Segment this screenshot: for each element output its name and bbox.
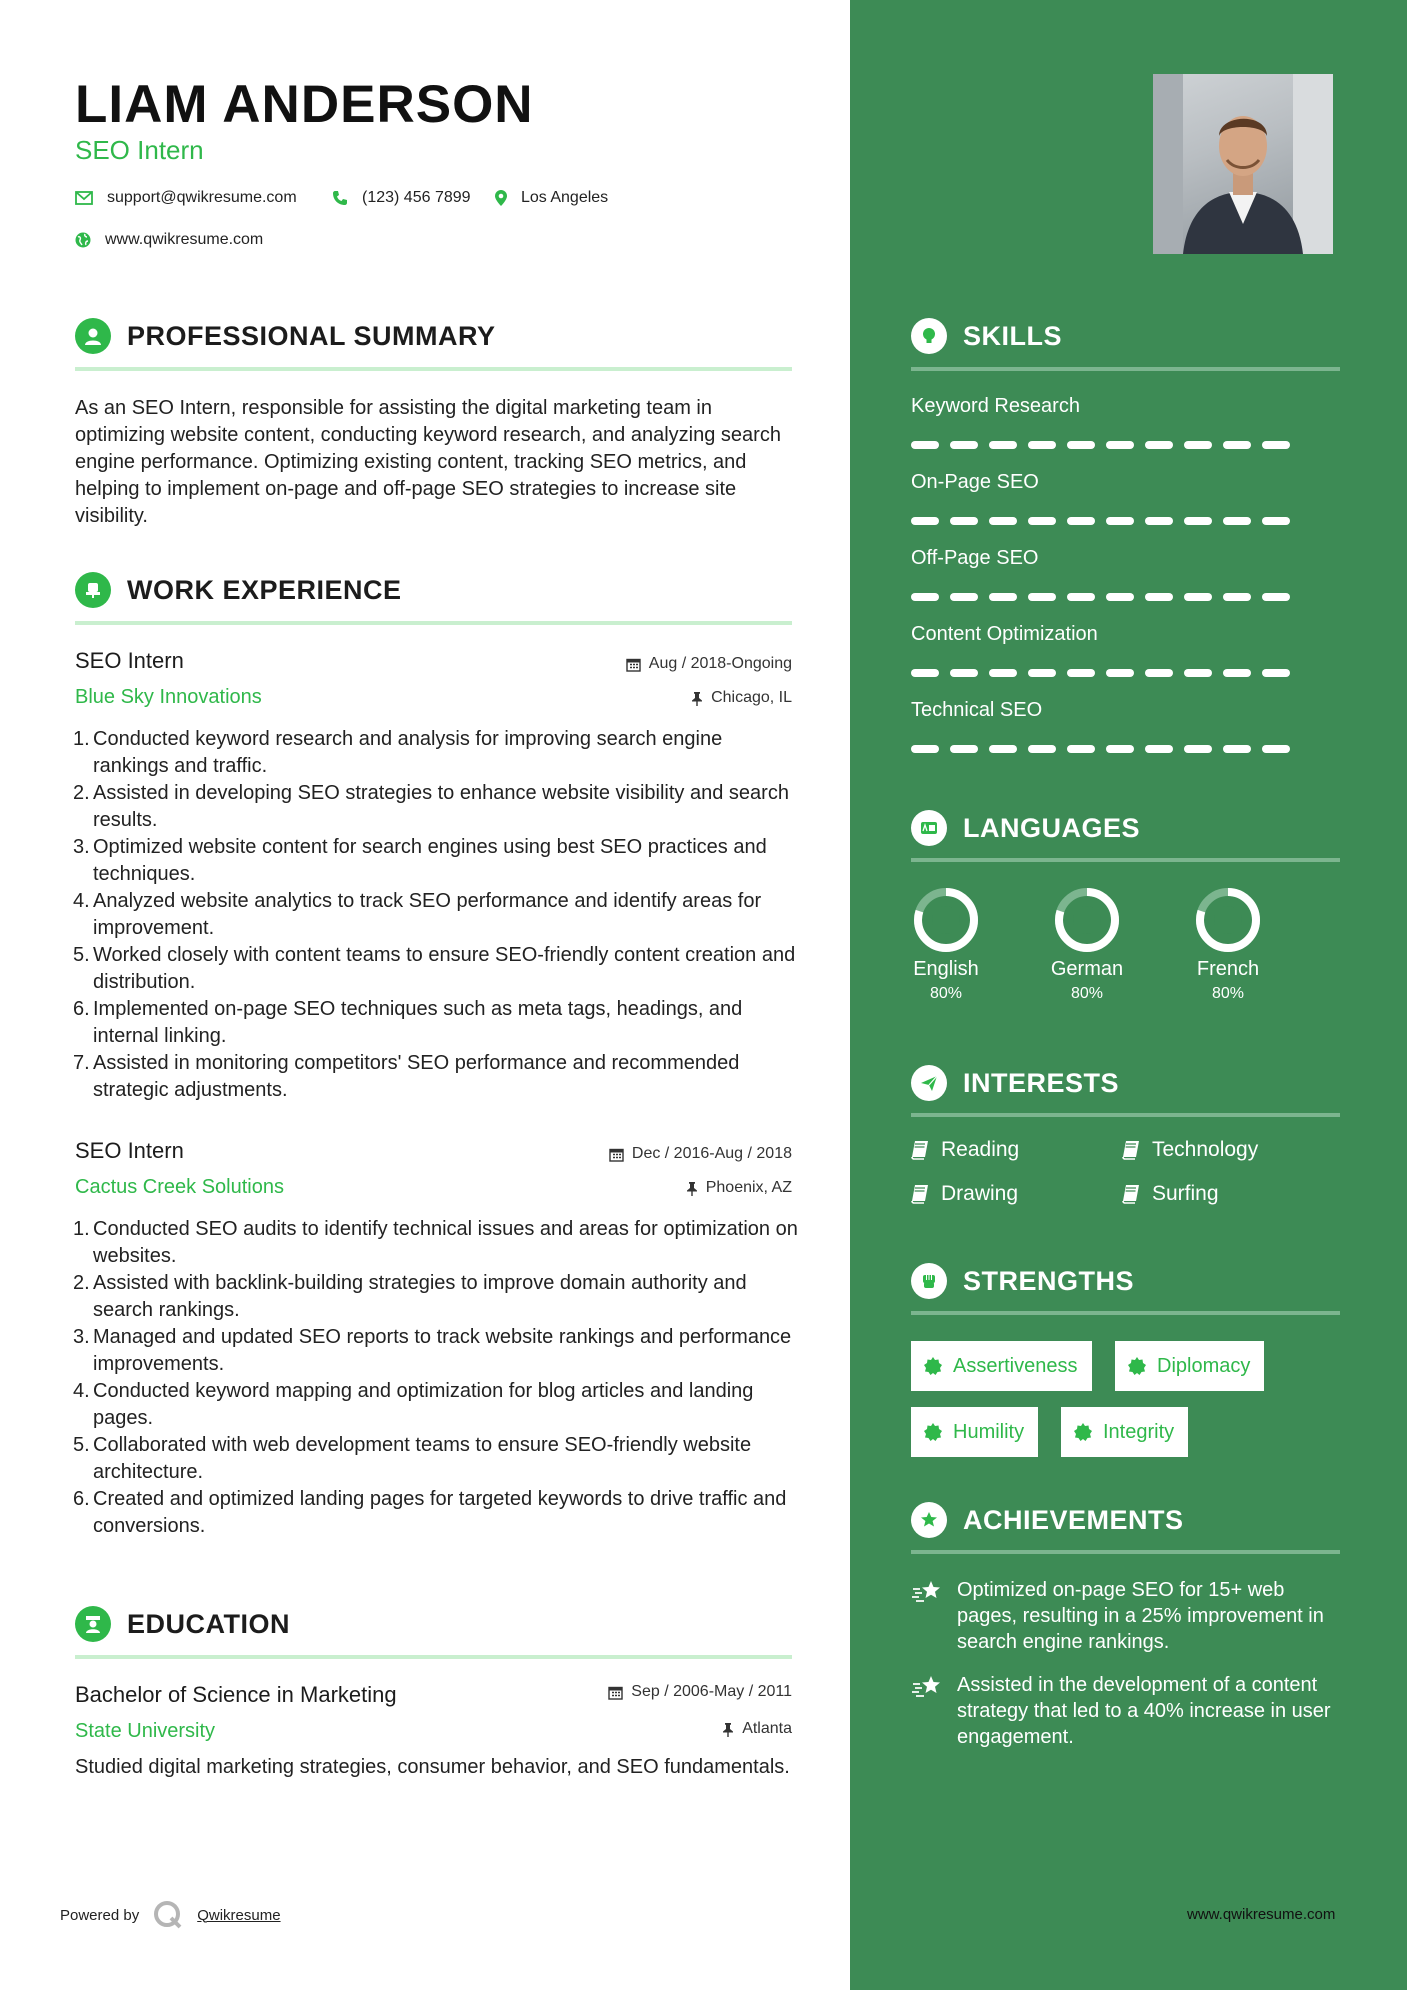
rating-dash — [1223, 745, 1251, 753]
achievements-title: ACHIEVEMENTS — [963, 1504, 1184, 1535]
skills-heading — [911, 318, 1062, 354]
bullet-text: Assisted in developing SEO strategies to enhance website visibility and search results. — [93, 782, 789, 831]
strengths-divider — [911, 1311, 1340, 1315]
badge-star-icon — [1073, 1422, 1093, 1442]
interests-heading — [911, 1065, 1119, 1101]
bullet-number: 3. — [73, 1326, 90, 1348]
bullet-text: Optimized website content for search engines using best SEO practices and techniques. — [93, 836, 767, 885]
rating-dash — [1184, 593, 1212, 601]
rating-dash — [1145, 593, 1173, 601]
rating-dash — [911, 517, 939, 525]
rating-dash — [1223, 669, 1251, 677]
rating-dash — [989, 593, 1017, 601]
calendar-icon — [626, 657, 641, 672]
contact-location — [495, 189, 608, 207]
language-name: English — [913, 958, 979, 980]
skill-rating — [911, 745, 1301, 753]
job-1-bullet — [73, 996, 798, 1050]
strength-label: Diplomacy — [1157, 1354, 1251, 1377]
sidebar — [850, 0, 1407, 1990]
location-text: Los Angeles — [521, 189, 609, 206]
job-2-bullet — [73, 1378, 798, 1432]
job-2-location — [686, 1179, 792, 1197]
phone-text: (123) 456 7899 — [362, 189, 471, 206]
job-1-dates-text: Aug / 2018-Ongoing — [648, 655, 792, 672]
interest-item — [1122, 1182, 1219, 1206]
language-name: German — [1050, 958, 1124, 980]
bullet-text: Conducted keyword mapping and optimization for blog articles and landing pages. — [93, 1380, 754, 1429]
bullet-number: 5. — [73, 1434, 90, 1456]
interest-label: Surfing — [1152, 1182, 1219, 1205]
skill-rating — [911, 517, 1301, 525]
rating-dash — [1145, 517, 1173, 525]
skill-name: On-Page SEO — [911, 471, 1039, 493]
rating-dash — [950, 441, 978, 449]
graduation-icon — [75, 1606, 111, 1642]
contact-email[interactable] — [75, 189, 297, 207]
rating-dash — [1106, 745, 1134, 753]
globe-icon — [75, 232, 91, 248]
rating-dash — [1223, 517, 1251, 525]
rating-dash — [1223, 441, 1251, 449]
rating-dash — [1028, 745, 1056, 753]
rating-dash — [1067, 517, 1095, 525]
rating-dash — [1106, 517, 1134, 525]
shooting-star-icon — [911, 1579, 943, 1605]
rating-dash — [1223, 593, 1251, 601]
achievement-text: Optimized on-page SEO for 15+ web pages, resulting in a 25% improvement in search engine rankings. — [957, 1579, 1324, 1653]
job-2-dates — [609, 1145, 792, 1163]
job-2-bullet — [73, 1432, 798, 1486]
achievement-item — [911, 1577, 1341, 1655]
job-2-bullet — [73, 1216, 798, 1270]
education-location — [722, 1720, 792, 1738]
rating-dash — [1067, 669, 1095, 677]
language-item — [896, 888, 996, 1003]
education-text: Studied digital marketing strategies, consumer behavior, and SEO fundamentals. — [75, 1756, 790, 1778]
bullet-number: 7. — [73, 1052, 90, 1074]
language-name: French — [1196, 958, 1260, 980]
strength-tag — [911, 1407, 1038, 1457]
summary-divider — [75, 367, 792, 371]
calendar-icon — [609, 1147, 624, 1162]
job-1-dates — [626, 655, 792, 673]
badge-star-icon — [923, 1356, 943, 1376]
skill-label — [911, 395, 1080, 418]
skill-label — [911, 547, 1038, 570]
language-percent: 80% — [929, 985, 963, 1002]
job-1-bullet — [73, 834, 798, 888]
rating-dash — [911, 669, 939, 677]
experience-divider — [75, 621, 792, 625]
fist-icon — [911, 1263, 947, 1299]
job-1-location-text: Chicago, IL — [711, 689, 792, 706]
bullet-text: Conducted keyword research and analysis for improving search engine rankings and traffic. — [93, 728, 723, 777]
languages-heading — [911, 810, 1140, 846]
summary-heading — [75, 318, 496, 354]
strength-tag — [1115, 1341, 1264, 1391]
bullet-number: 4. — [73, 890, 90, 912]
rating-dash — [1262, 669, 1290, 677]
language-percent: 80% — [1211, 985, 1245, 1002]
job-2-bullet — [73, 1486, 798, 1540]
pushpin-icon — [691, 691, 703, 706]
rating-dash — [1184, 669, 1212, 677]
skill-name: Content Optimization — [911, 623, 1098, 645]
skill-rating — [911, 593, 1301, 601]
achievements-divider — [911, 1550, 1340, 1554]
interest-item — [1122, 1138, 1258, 1162]
bullet-number: 6. — [73, 998, 90, 1020]
book-icon — [911, 1184, 929, 1204]
rating-dash — [1184, 745, 1212, 753]
rating-dash — [1067, 745, 1095, 753]
bullet-text: Conducted SEO audits to identify technical issues and areas for optimization on websites. — [93, 1218, 798, 1267]
avatar — [1153, 74, 1333, 254]
experience-heading — [75, 572, 402, 608]
languages-divider — [911, 858, 1340, 862]
language-item — [1037, 888, 1137, 1003]
bullet-number: 2. — [73, 782, 90, 804]
interest-label: Reading — [941, 1138, 1020, 1161]
contact-phone[interactable] — [332, 189, 471, 207]
job-1-role: SEO Intern — [75, 648, 184, 673]
user-icon — [75, 318, 111, 354]
candidate-title: SEO Intern — [75, 135, 204, 165]
interest-item — [911, 1138, 1019, 1162]
language-proficiency-ring — [1196, 888, 1260, 952]
strengths-heading — [911, 1263, 1134, 1299]
rating-dash — [989, 517, 1017, 525]
briefcase-icon — [75, 572, 111, 608]
strength-label: Assertiveness — [953, 1354, 1078, 1377]
rating-dash — [1184, 441, 1212, 449]
footer-website[interactable]: www.qwikresume.com — [1187, 1906, 1336, 1923]
rating-dash — [1106, 441, 1134, 449]
rating-dash — [950, 593, 978, 601]
bullet-text: Collaborated with web development teams to ensure SEO-friendly website architecture. — [93, 1434, 752, 1483]
job-2-bullet — [73, 1270, 798, 1324]
skills-title: SKILLS — [963, 320, 1063, 351]
lightbulb-icon — [911, 318, 947, 354]
badge-star-icon — [1127, 1356, 1147, 1376]
rating-dash — [1067, 441, 1095, 449]
language-percent: 80% — [1070, 985, 1104, 1002]
contact-website[interactable] — [75, 231, 263, 249]
bullet-number: 3. — [73, 836, 90, 858]
bullet-text: Analyzed website analytics to track SEO performance and identify areas for improvement. — [93, 890, 762, 939]
skill-label — [911, 471, 1039, 494]
summary-title: PROFESSIONAL SUMMARY — [127, 320, 496, 351]
website-text: www.qwikresume.com — [105, 231, 264, 248]
achievements-heading — [911, 1502, 1184, 1538]
job-1-bullet — [73, 726, 798, 780]
rating-dash — [950, 669, 978, 677]
strength-label: Integrity — [1103, 1420, 1175, 1443]
education-school: State University — [75, 1720, 216, 1742]
job-1-bullet — [73, 942, 798, 996]
bullet-text: Created and optimized landing pages for targeted keywords to drive traffic and conversions. — [93, 1488, 787, 1537]
strength-tag — [1061, 1407, 1188, 1457]
rating-dash — [911, 745, 939, 753]
achievement-text: Assisted in the development of a content strategy that led to a 40% increase in user engagement. — [957, 1674, 1331, 1748]
bullet-number: 6. — [73, 1488, 90, 1510]
rating-dash — [1145, 745, 1173, 753]
skill-rating — [911, 441, 1301, 449]
pushpin-icon — [686, 1181, 698, 1196]
rating-dash — [1067, 593, 1095, 601]
candidate-name: LIAM ANDERSON — [75, 75, 534, 134]
rating-dash — [911, 593, 939, 601]
job-2-dates-text: Dec / 2016-Aug / 2018 — [631, 1145, 792, 1162]
map-pin-icon — [495, 190, 507, 206]
trophy-icon — [911, 1502, 947, 1538]
badge-star-icon — [923, 1422, 943, 1442]
language-proficiency-ring — [914, 888, 978, 952]
rating-dash — [1262, 517, 1290, 525]
rating-dash — [989, 669, 1017, 677]
rating-dash — [1145, 669, 1173, 677]
education-degree: Bachelor of Science in Marketing — [75, 1682, 397, 1707]
strengths-title: STRENGTHS — [963, 1265, 1135, 1296]
translate-icon — [911, 810, 947, 846]
bullet-number: 1. — [73, 1218, 90, 1240]
rating-dash — [1028, 441, 1056, 449]
job-2-bullet — [73, 1324, 798, 1378]
bullet-number: 5. — [73, 944, 90, 966]
phone-icon — [332, 190, 348, 206]
interest-label: Technology — [1152, 1138, 1259, 1161]
rating-dash — [1106, 593, 1134, 601]
skills-divider — [911, 367, 1340, 371]
rating-dash — [1028, 517, 1056, 525]
book-icon — [1122, 1184, 1140, 1204]
interests-title: INTERESTS — [963, 1067, 1120, 1098]
profile-photo — [1153, 74, 1333, 254]
languages-title: LANGUAGES — [963, 812, 1141, 843]
bullet-text: Assisted in monitoring competitors' SEO performance and recommended strategic adjustments. — [93, 1052, 740, 1101]
bullet-number: 1. — [73, 728, 90, 750]
strength-tag — [911, 1341, 1092, 1391]
email-text: support@qwikresume.com — [107, 189, 297, 206]
education-location-text: Atlanta — [742, 1720, 792, 1737]
job-1-location — [691, 689, 792, 707]
interest-item — [911, 1182, 1018, 1206]
skill-rating — [911, 669, 1301, 677]
skill-name: Technical SEO — [911, 699, 1043, 721]
rating-dash — [950, 517, 978, 525]
rating-dash — [950, 745, 978, 753]
paper-plane-icon — [911, 1065, 947, 1101]
rating-dash — [1106, 669, 1134, 677]
education-dates — [608, 1683, 792, 1701]
rating-dash — [911, 441, 939, 449]
strength-label: Humility — [953, 1420, 1025, 1443]
rating-dash — [1028, 669, 1056, 677]
job-2-bullets — [73, 1216, 798, 1540]
education-heading — [75, 1606, 290, 1642]
rating-dash — [1145, 441, 1173, 449]
skill-name: Keyword Research — [911, 395, 1080, 417]
skill-label — [911, 699, 1042, 722]
qwikresume-logo-icon — [153, 1900, 183, 1930]
rating-dash — [989, 441, 1017, 449]
job-1-bullet — [73, 1050, 798, 1104]
skill-name: Off-Page SEO — [911, 547, 1039, 569]
job-2-company: Cactus Creek Solutions — [75, 1176, 284, 1198]
pushpin-icon — [722, 1722, 734, 1737]
experience-title: WORK EXPERIENCE — [127, 574, 402, 605]
interests-divider — [911, 1113, 1340, 1117]
job-1-bullet — [73, 780, 798, 834]
education-dates-text: Sep / 2006-May / 2011 — [631, 1683, 792, 1700]
rating-dash — [1028, 593, 1056, 601]
calendar-icon — [608, 1685, 623, 1700]
skill-label — [911, 623, 1098, 646]
bullet-text: Worked closely with content teams to ensure SEO-friendly content creation and distribution. — [93, 944, 796, 993]
job-2-location-text: Phoenix, AZ — [705, 1179, 792, 1196]
powered-by — [60, 1900, 281, 1930]
bullet-text: Managed and updated SEO reports to track website rankings and performance improvements. — [93, 1326, 792, 1375]
job-1-bullet — [73, 888, 798, 942]
envelope-icon — [75, 191, 93, 205]
language-proficiency-ring — [1055, 888, 1119, 952]
powered-by-label: Powered by — [60, 1906, 140, 1924]
interest-label: Drawing — [941, 1182, 1019, 1205]
education-title: EDUCATION — [127, 1608, 290, 1639]
rating-dash — [1262, 593, 1290, 601]
bullet-number: 4. — [73, 1380, 90, 1402]
brand-link[interactable]: Qwikresume — [197, 1906, 281, 1924]
rating-dash — [1184, 517, 1212, 525]
job-1-bullets — [73, 726, 798, 1104]
book-icon — [1122, 1140, 1140, 1160]
language-item — [1178, 888, 1278, 1003]
job-1-company: Blue Sky Innovations — [75, 686, 262, 708]
achievement-item — [911, 1672, 1341, 1750]
summary-text: As an SEO Intern, responsible for assisting the digital marketing team in optimizing website content, conducting keyword research, and analyzing search engine performance. Optimizing existing content, tracking SEO metrics, and helping to implement on-page and off-page SEO strategies to increase site visibility. — [75, 397, 781, 527]
rating-dash — [1262, 441, 1290, 449]
bullet-text: Implemented on-page SEO techniques such as meta tags, headings, and internal linking. — [93, 998, 743, 1047]
rating-dash — [1262, 745, 1290, 753]
job-2-role: SEO Intern — [75, 1138, 184, 1163]
shooting-star-icon — [911, 1674, 943, 1700]
rating-dash — [989, 745, 1017, 753]
bullet-text: Assisted with backlink-building strategies to improve domain authority and search rankings. — [93, 1272, 747, 1321]
book-icon — [911, 1140, 929, 1160]
bullet-number: 2. — [73, 1272, 90, 1294]
education-divider — [75, 1655, 792, 1659]
